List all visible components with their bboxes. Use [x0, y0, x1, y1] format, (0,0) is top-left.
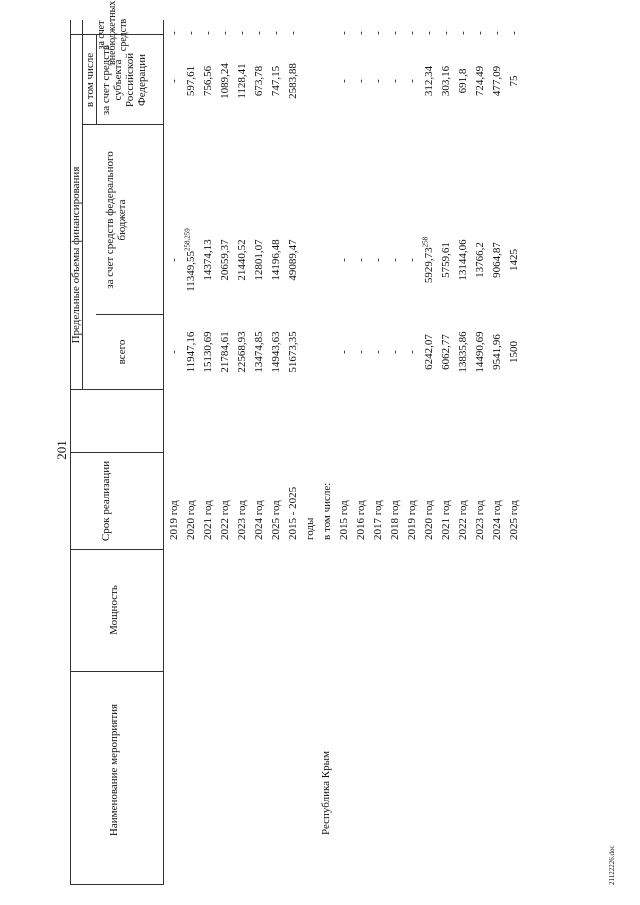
federal-cell: - [389, 258, 401, 262]
extra-cell: - [236, 31, 248, 35]
extra-cell: - [372, 31, 384, 35]
total-cell: 15130,69 [202, 331, 214, 373]
subject-cell: - [338, 79, 350, 83]
term-cell: 2019 год [406, 500, 418, 540]
federal-cell: 5929,73$^{258}$ [421, 236, 435, 284]
total-cell: 6062,77 [440, 334, 452, 370]
term-cell: 2021 год [202, 500, 214, 540]
extra-cell: - [474, 31, 486, 35]
total-cell: 6242,07 [423, 334, 435, 370]
term-cell: 2024 год [253, 500, 265, 540]
term-cell: 2020 год [185, 500, 197, 540]
header-including: в том числе [84, 52, 96, 108]
subject-cell: 724,49 [474, 65, 486, 97]
term-cell: 2015 год [338, 500, 350, 540]
total-cell: 22568,93 [236, 331, 248, 373]
term-cell: 2016 год [355, 500, 367, 540]
federal-cell: - [406, 258, 418, 262]
federal-cell: 5759,61 [440, 242, 452, 278]
region-label: Республика Крым [320, 751, 332, 835]
subject-cell: 673,78 [253, 65, 265, 97]
federal-cell: - [168, 258, 180, 262]
federal-cell: 9064,87 [491, 242, 503, 278]
federal-cell: 13766,2 [474, 242, 486, 278]
footnote-ref: 258,259 [183, 228, 192, 251]
total-cell: 11947,16 [185, 331, 197, 373]
total-cell: 9541,96 [491, 334, 503, 370]
total-cell: - [355, 350, 367, 354]
extra-cell: - [508, 31, 520, 35]
total-cell: - [406, 350, 418, 354]
term-cell: 2024 год [491, 500, 503, 540]
header-extrabudget: за счет внебюджетных средств [96, 0, 129, 65]
years-word-cell: годы [304, 517, 316, 540]
extra-cell: - [168, 31, 180, 35]
subject-cell: 303,16 [440, 65, 452, 97]
federal-cell: 11349,55$^{258,259}$ [183, 228, 197, 292]
extra-cell: - [202, 31, 214, 35]
subject-cell: 75 [508, 75, 520, 87]
header-limits: Предельные объемы финансирования [70, 166, 82, 344]
extra-cell: - [440, 31, 452, 35]
header-subject: за счет средств субъекта Российской Федерации [100, 44, 148, 116]
header-federal: за счет средств федерального бюджета [104, 151, 128, 289]
subject-cell: - [355, 79, 367, 83]
term-cell: 2025 год [270, 500, 282, 540]
total-cell: 13474,85 [253, 331, 265, 373]
subject-cell: 2583,88 [287, 63, 299, 99]
federal-cell: 49089,47 [287, 239, 299, 281]
extra-cell: - [406, 31, 418, 35]
federal-cell: 12801,07 [253, 239, 265, 281]
subject-cell: 477,09 [491, 65, 503, 97]
term-cell: 2019 год [168, 500, 180, 540]
federal-cell: 13144,06 [457, 239, 469, 281]
subject-cell: 597,61 [185, 65, 197, 97]
federal-cell: - [338, 258, 350, 262]
term-cell: 2018 год [389, 500, 401, 540]
term-cell: 2023 год [474, 500, 486, 540]
extra-cell: - [491, 31, 503, 35]
subject-cell: - [406, 79, 418, 83]
subject-cell: 1128,41 [236, 63, 248, 99]
total-cell: 13835,86 [457, 331, 469, 373]
federal-cell: 14374,13 [202, 239, 214, 281]
total-cell: - [338, 350, 350, 354]
extra-cell: - [185, 31, 197, 35]
federal-cell: - [355, 258, 367, 262]
including-label-cell: в том числе: [321, 482, 333, 540]
federal-cell: 20659,37 [219, 239, 231, 281]
extra-cell: - [338, 31, 350, 35]
extra-cell: - [423, 31, 435, 35]
term-cell: 2022 год [219, 500, 231, 540]
header-term: Срок реализации [100, 460, 112, 542]
subject-cell: 756,56 [202, 65, 214, 97]
subject-cell: - [389, 79, 401, 83]
total-cell: 51673,35 [287, 331, 299, 373]
total-cell: 1500 [508, 341, 520, 363]
header-capacity: Мощность [108, 585, 120, 635]
subject-cell: - [168, 79, 180, 83]
term-cell: 2017 год [372, 500, 384, 540]
header-name: Наименование мероприятия [108, 703, 120, 837]
footnote-ref: 258 [421, 236, 430, 248]
total-cell: - [389, 350, 401, 354]
term-cell: 2023 год [236, 500, 248, 540]
total-cell: - [372, 350, 384, 354]
term-cell: 2022 год [457, 500, 469, 540]
extra-cell: - [457, 31, 469, 35]
extra-cell: - [287, 31, 299, 35]
subject-cell: 747,15 [270, 65, 282, 97]
extra-cell: - [389, 31, 401, 35]
term-cell: 2021 год [440, 500, 452, 540]
federal-cell: 14196,48 [270, 239, 282, 281]
extra-cell: - [253, 31, 265, 35]
footer-code: 21122226.doc [608, 845, 616, 885]
subject-cell: 691,8 [457, 68, 469, 94]
subject-cell: 312,34 [423, 65, 435, 97]
subject-cell: 1089,24 [219, 63, 231, 99]
subject-cell: - [372, 79, 384, 83]
total-cell: - [168, 350, 180, 354]
page-number: 201 [54, 440, 69, 460]
extra-cell: - [270, 31, 282, 35]
header-total: всего [116, 339, 128, 365]
total-cell: 14943,63 [270, 331, 282, 373]
term-cell: 2015 - 2025 [287, 486, 299, 540]
federal-cell: - [372, 258, 384, 262]
extra-cell: - [355, 31, 367, 35]
federal-cell: 1425 [508, 249, 520, 271]
total-cell: 14490,69 [474, 331, 486, 373]
extra-cell: - [219, 31, 231, 35]
federal-cell: 21440,52 [236, 239, 248, 281]
total-cell: 21784,61 [219, 331, 231, 373]
term-cell: 2025 год [508, 500, 520, 540]
term-cell: 2020 год [423, 500, 435, 540]
